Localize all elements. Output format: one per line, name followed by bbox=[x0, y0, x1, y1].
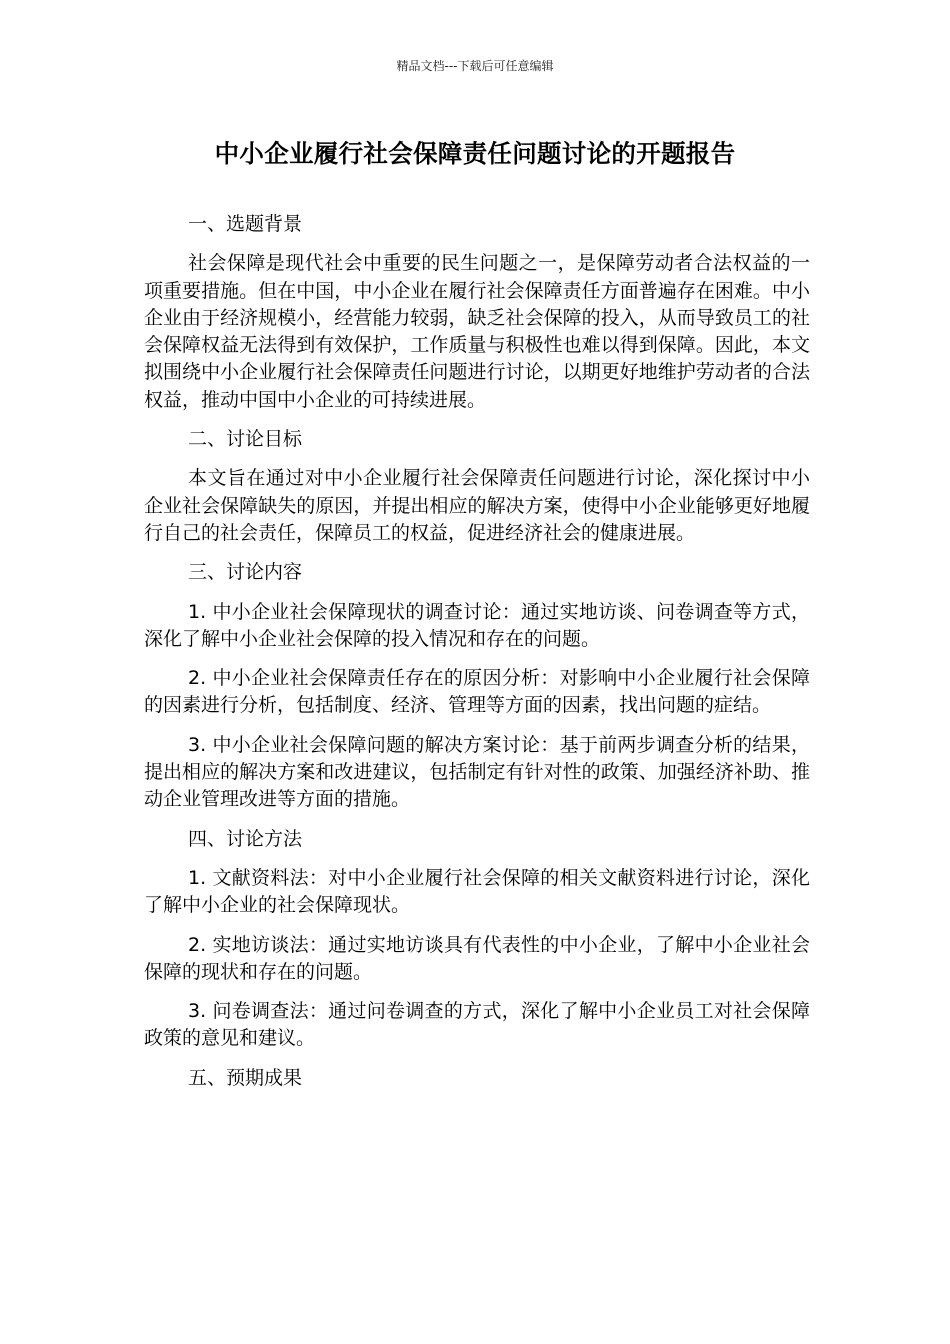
section-heading-methods: 四、讨论方法 bbox=[188, 827, 303, 850]
section-heading-outcomes: 五、预期成果 bbox=[188, 1066, 303, 1089]
section-heading-background: 一、选题背景 bbox=[188, 213, 303, 235]
paragraph-background: 社会保障是现代社会中重要的民生问题之一，是保障劳动者合法权益的一项重要措施。但在中国，中小企业在履行社会保障责任方面普遍存在困难。中小企业由于经济规模小，经营能力较弱，缺乏社会保障的投入，从而导致员工的社会保障权益无法得到有效保护，工作质量与积极性也难以得到保障。因此，本文拟围绕中小企业履行社会保障责任问题进行讨论，以期更好地维护劳动者的合法权益，推动中国中小企业的可持续进展。 bbox=[144, 252, 810, 411]
paragraph-objectives: 本文旨在通过对中小企业履行社会保障责任问题进行讨论，深化探讨中小企业社会保障缺失的原因，并提出相应的解决方案，使得中小企业能够更好地履行自己的社会责任，保障员工的权益，促进经济社会的健康进展。 bbox=[144, 467, 810, 544]
content-item-1: 1. 中小企业社会保障现状的调查讨论：通过实地访谈、问卷调查等方式，深化了解中小企业社会保障的投入情况和存在的问题。 bbox=[144, 600, 810, 650]
method-item-3: 3. 问卷调查法：通过问卷调查的方式，深化了解中小企业员工对社会保障政策的意见和建议。 bbox=[144, 1000, 810, 1050]
document-title: 中小企业履行社会保障责任问题讨论的开题报告 bbox=[214, 139, 736, 168]
content-item-2: 2. 中小企业社会保障责任存在的原因分析：对影响中小企业履行社会保障的因素进行分析，包括制度、经济、管理等方面的因素，找出问题的症结。 bbox=[144, 667, 810, 717]
header-note: 精品文档---下载后可任意编辑 bbox=[396, 59, 554, 73]
section-heading-content: 三、讨论内容 bbox=[188, 561, 303, 584]
method-item-2: 2. 实地访谈法：通过实地访谈具有代表性的中小企业，了解中小企业社会保障的现状和存在的问题。 bbox=[144, 933, 810, 983]
method-item-1: 1. 文献资料法：对中小企业履行社会保障的相关文献资料进行讨论，深化了解中小企业的社会保障现状。 bbox=[144, 866, 810, 917]
section-heading-objectives: 二、讨论目标 bbox=[188, 428, 303, 451]
content-item-3: 3. 中小企业社会保障问题的解决方案讨论：基于前两步调查分析的结果，提出相应的解决方案和改进建议，包括制定有针对性的政策、加强经济补助、推动企业管理改进等方面的措施。 bbox=[144, 733, 810, 811]
document-body bbox=[144, 211, 810, 1104]
